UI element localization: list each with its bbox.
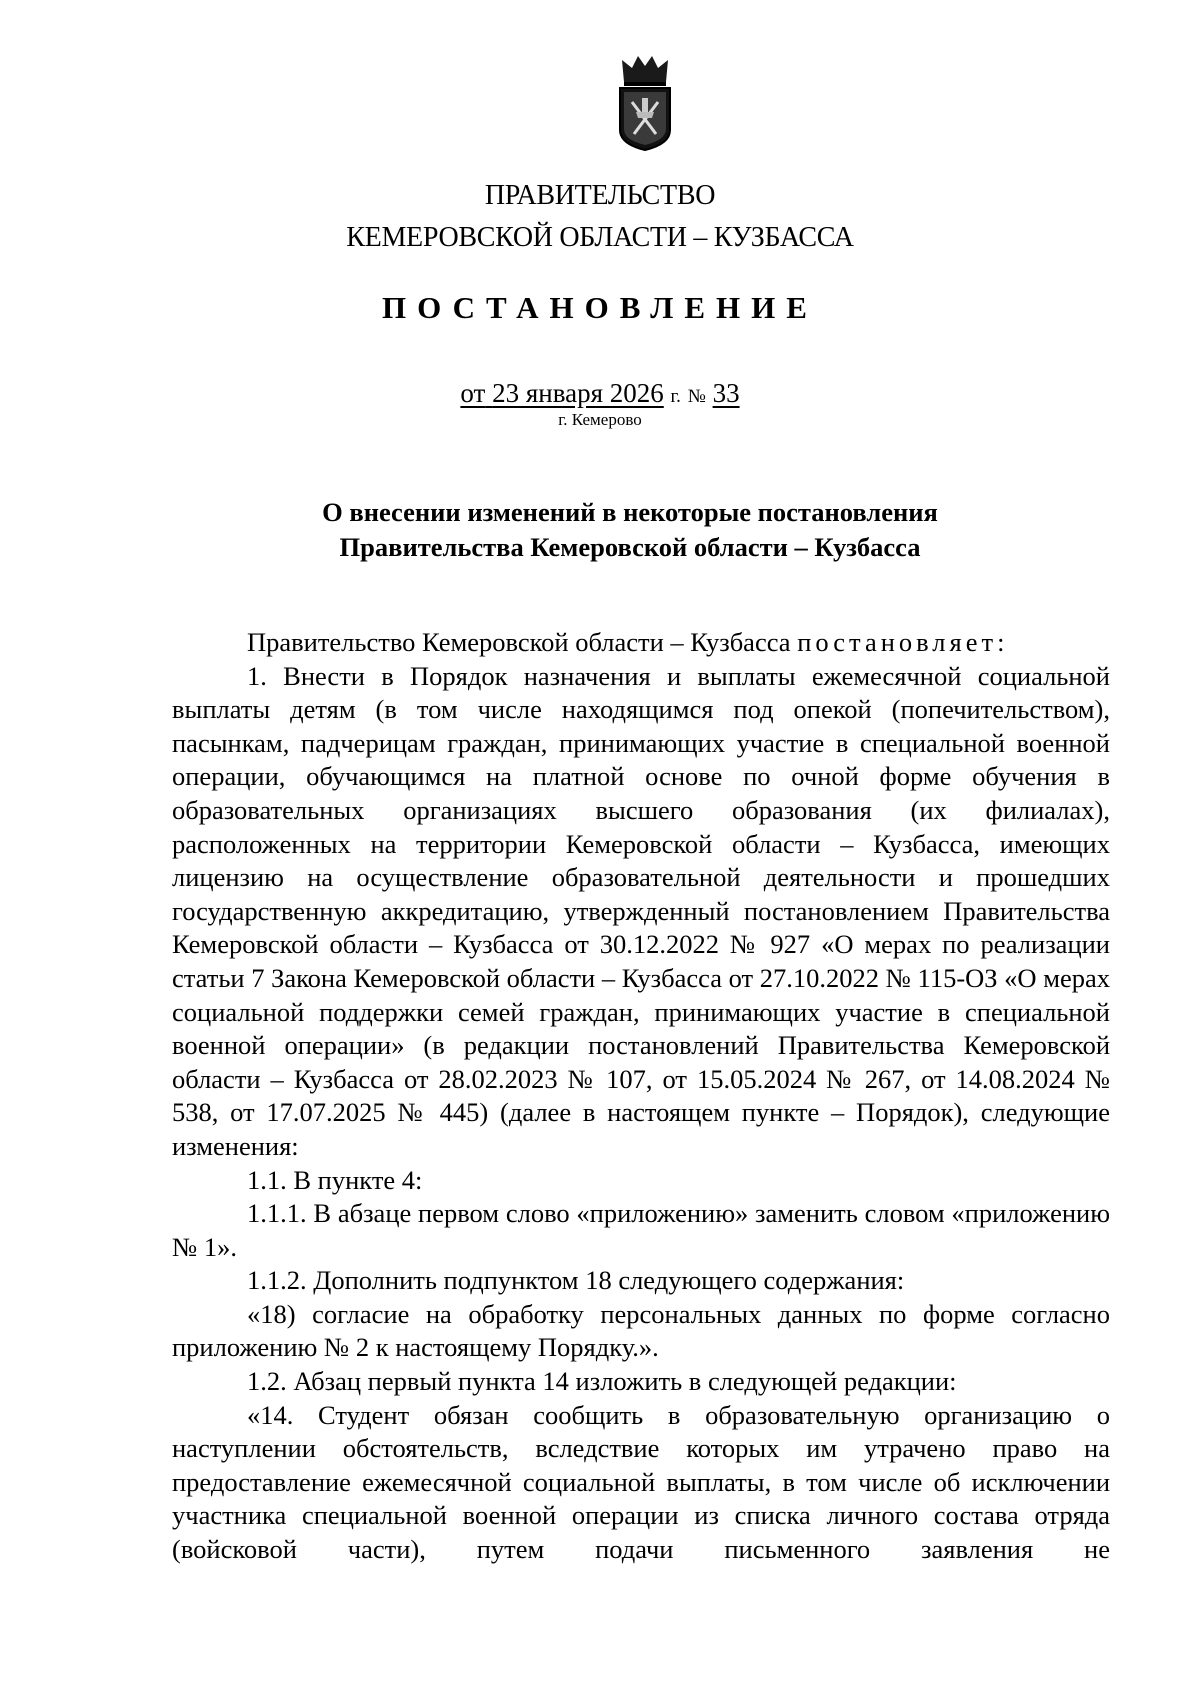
government-name-line2: КЕМЕРОВСКОЙ ОБЛАСТИ – КУЗБАССА <box>346 222 854 253</box>
year-suffix: г. <box>670 386 681 407</box>
document-body <box>172 626 1110 1567</box>
paragraph-1-1: 1.1. В пункте 4: <box>247 1164 423 1195</box>
paragraph-1-1-1: 1.1.1. В абзаце первом слово «приложению» заменить словом «приложению № 1». <box>172 1198 1110 1262</box>
paragraph-1: 1. Внести в Порядок назначения и выплаты ежемесячной социальной выплаты детям (в том числе находящимся под опекой (попечительством), пасынкам, падчерицам граждан, принимающих участие в специальной военной операции, обучающимся на платной основе по очной форме обучения в образовательных организациях высшего образования (их филиалах), расположенных на территории Кемеровской области – Кузбасса, имеющих лицензию на осуществление образовательной деятельности и прошедших государственную аккредитацию, утвержденный постановлением Правительства Кемеровской области – Кузбасса от 30.12.2022 № 927 «О мерах по реализации статьи 7 Закона Кемеровской области – Кузбасса от 27.10.2022 № 115-ОЗ «О мерах социальной поддержки семей граждан, принимающих участие в специальной военной операции» (в редакции постановлений Правительства Кемеровской области – Кузбасса от 28.02.2023 № 107, от 15.05.2024 № 267, от 14.08.2024 № 538, от 17.07.2025 № 445) (далее в настоящем пункте – Порядок), следующие изменения: <box>172 660 1110 1161</box>
preamble-text: Правительство Кемеровской области – Кузбасса <box>247 627 798 657</box>
paragraph-1-1-2: 1.1.2. Дополнить подпунктом 18 следующего содержания: <box>247 1265 905 1296</box>
city-label: г. Кемерово <box>558 410 642 429</box>
title-line2: Правительства Кемеровской области – Кузбасса <box>339 532 921 562</box>
preamble-paragraph <box>172 626 1110 660</box>
document-title <box>300 495 960 565</box>
preamble-spaced-word: постановляет <box>797 627 998 657</box>
date-prefix: от <box>460 378 486 408</box>
paragraph-14: «14. Студент обязан сообщить в образовательную организацию о наступлении обстоятельств, вследствие которых им утрачено право на предоставление ежемесячной социальной выплаты, в том числе об исключении участника специальной военной операции из списка личного состава отряда (войсковой части), путем подачи письменного заявления не <box>172 1399 1110 1565</box>
document-date: 23 января 2026 <box>492 378 664 408</box>
date-number-line <box>0 378 1200 409</box>
number-sign: № <box>687 386 706 407</box>
document-number: 33 <box>712 378 740 408</box>
preamble-colon: : <box>997 627 1005 657</box>
title-line1: О внесении изменений в некоторые постановления <box>322 497 938 527</box>
kemerovo-coat-of-arms-icon <box>612 52 678 152</box>
paragraph-18: «18) согласие на обработку персональных данных по форме согласно приложению № 2 к настоящему Порядку.». <box>172 1298 1110 1363</box>
government-name-line1: ПРАВИТЕЛЬСТВО <box>484 180 716 211</box>
document-type-heading: ПОСТАНОВЛЕНИЕ <box>382 290 818 325</box>
paragraph-1-2: 1.2. Абзац первый пункта 14 изложить в следующей редакции: <box>247 1366 957 1397</box>
